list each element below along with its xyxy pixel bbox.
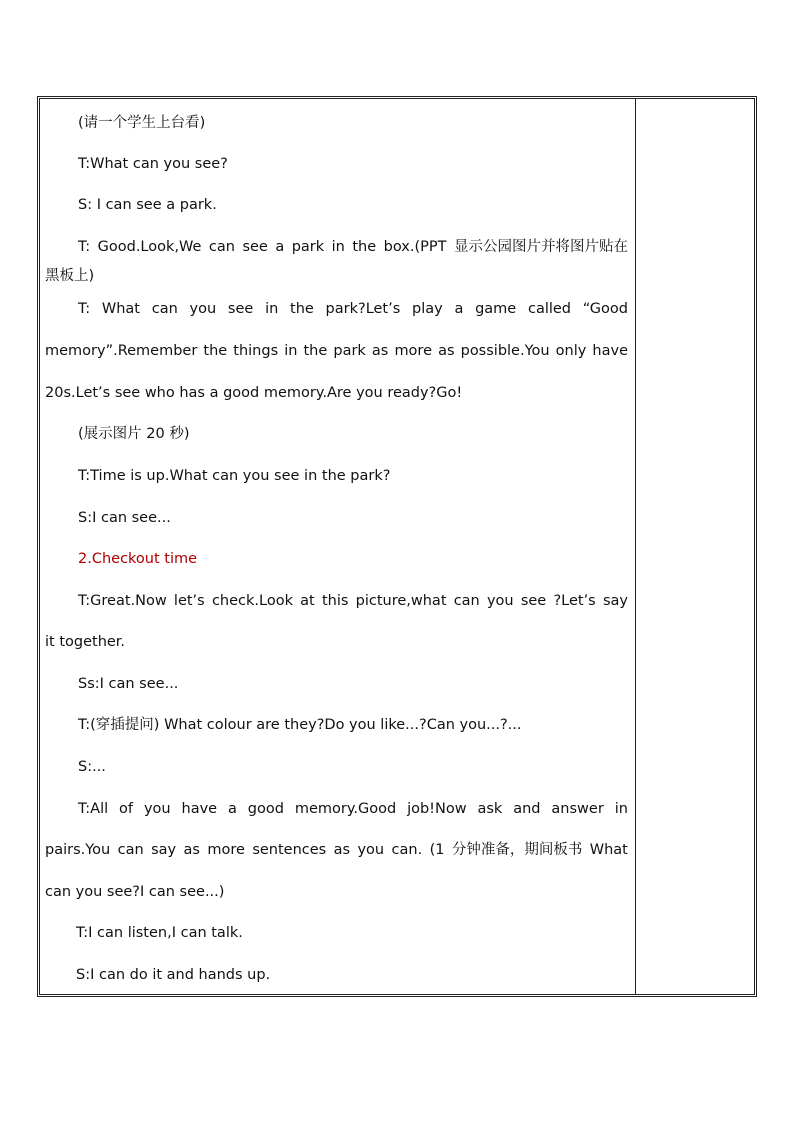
word: a bbox=[454, 301, 464, 317]
word: 分钟准备，期间板书 bbox=[451, 842, 583, 858]
word: check.Look bbox=[211, 593, 293, 609]
text-line: Ss:I can see... bbox=[78, 676, 179, 692]
word: the bbox=[352, 239, 377, 255]
word: say bbox=[602, 593, 628, 609]
word: called bbox=[527, 301, 572, 317]
word: Good.Look,We bbox=[97, 239, 202, 255]
word: T:All bbox=[78, 801, 109, 817]
word: you bbox=[486, 593, 514, 609]
procedure-cell bbox=[40, 99, 636, 994]
text-line bbox=[78, 237, 628, 257]
word: let’s bbox=[173, 593, 205, 609]
word: see bbox=[520, 593, 547, 609]
word: can. bbox=[391, 842, 423, 858]
word: have bbox=[592, 343, 628, 359]
text-line: T:(穿插提问) What colour are they?Do you like...?Can you...?... bbox=[78, 717, 522, 733]
word: you bbox=[143, 801, 171, 817]
text-line bbox=[78, 591, 628, 611]
word: a bbox=[227, 801, 237, 817]
word: can bbox=[151, 301, 178, 317]
word: see bbox=[242, 239, 268, 255]
word: What bbox=[589, 842, 628, 858]
word: more bbox=[207, 842, 245, 858]
word: T: bbox=[78, 239, 91, 255]
word: can bbox=[117, 842, 144, 858]
text-line: S:I can see... bbox=[78, 510, 171, 526]
word: only bbox=[555, 343, 587, 359]
word: possible.You bbox=[460, 343, 550, 359]
text-line bbox=[45, 341, 628, 361]
word: in bbox=[265, 301, 279, 317]
text-line: (展示图片 20 秒) bbox=[78, 426, 190, 442]
word: in bbox=[614, 801, 628, 817]
word: ?Let’s bbox=[553, 593, 596, 609]
word: pairs.You bbox=[45, 842, 111, 858]
word: T:Great.Now bbox=[78, 593, 167, 609]
word: answer bbox=[551, 801, 604, 817]
word: the bbox=[203, 343, 228, 359]
word: a bbox=[275, 239, 285, 255]
word: as bbox=[371, 343, 389, 359]
word: at bbox=[300, 593, 315, 609]
word: the bbox=[303, 343, 328, 359]
word: more bbox=[394, 343, 432, 359]
notes-cell bbox=[636, 99, 754, 994]
word: this bbox=[321, 593, 349, 609]
text-line bbox=[78, 799, 628, 819]
text-line: T:I can listen,I can talk. bbox=[76, 925, 243, 941]
word: good bbox=[247, 801, 284, 817]
word: say bbox=[151, 842, 177, 858]
word: in bbox=[331, 239, 345, 255]
word: can bbox=[453, 593, 480, 609]
word: picture,what bbox=[355, 593, 447, 609]
text-line: (请一个学生上台看) bbox=[78, 115, 206, 131]
word: game bbox=[475, 301, 517, 317]
text-line bbox=[78, 299, 628, 319]
text-line: it together. bbox=[45, 634, 126, 650]
word: job!Now bbox=[407, 801, 467, 817]
word: play bbox=[412, 301, 443, 317]
word: park bbox=[291, 239, 325, 255]
word: T: bbox=[78, 301, 91, 317]
word: park?Let’s bbox=[325, 301, 401, 317]
word: What bbox=[101, 301, 140, 317]
text-line: 黑板上) bbox=[45, 268, 95, 284]
word: memory”.Remember bbox=[45, 343, 198, 359]
word: as bbox=[333, 842, 351, 858]
word: park bbox=[333, 343, 366, 359]
word: of bbox=[119, 801, 134, 817]
text-line bbox=[45, 840, 628, 860]
word: you bbox=[357, 842, 385, 858]
lesson-table bbox=[37, 96, 757, 997]
text-line: 20s.Let’s see who has a good memory.Are you ready?Go! bbox=[45, 385, 463, 401]
word: memory.Good bbox=[294, 801, 397, 817]
word: you bbox=[189, 301, 217, 317]
word: have bbox=[181, 801, 218, 817]
word: ask bbox=[477, 801, 503, 817]
text-line: T:Time is up.What can you see in the park? bbox=[78, 468, 391, 484]
text-line: can you see?I can see...) bbox=[45, 884, 225, 900]
text-line: S:I can do it and hands up. bbox=[76, 967, 271, 983]
word: box.(PPT bbox=[383, 239, 447, 255]
word: as bbox=[183, 842, 200, 858]
word: sentences bbox=[252, 842, 327, 858]
word: things bbox=[233, 343, 279, 359]
word: and bbox=[513, 801, 541, 817]
word: see bbox=[227, 301, 254, 317]
word: can bbox=[208, 239, 235, 255]
word: as bbox=[438, 343, 455, 359]
word: (1 bbox=[429, 842, 445, 858]
word: in bbox=[284, 343, 298, 359]
text-line: S:... bbox=[78, 759, 106, 775]
text-line: T:What can you see? bbox=[78, 156, 228, 172]
text-line: S: I can see a park. bbox=[78, 197, 217, 213]
section-heading: 2.Checkout time bbox=[78, 551, 198, 567]
word: the bbox=[290, 301, 314, 317]
word: “Good bbox=[582, 301, 628, 317]
word: 显示公园图片并将图片贴在 bbox=[453, 239, 628, 255]
